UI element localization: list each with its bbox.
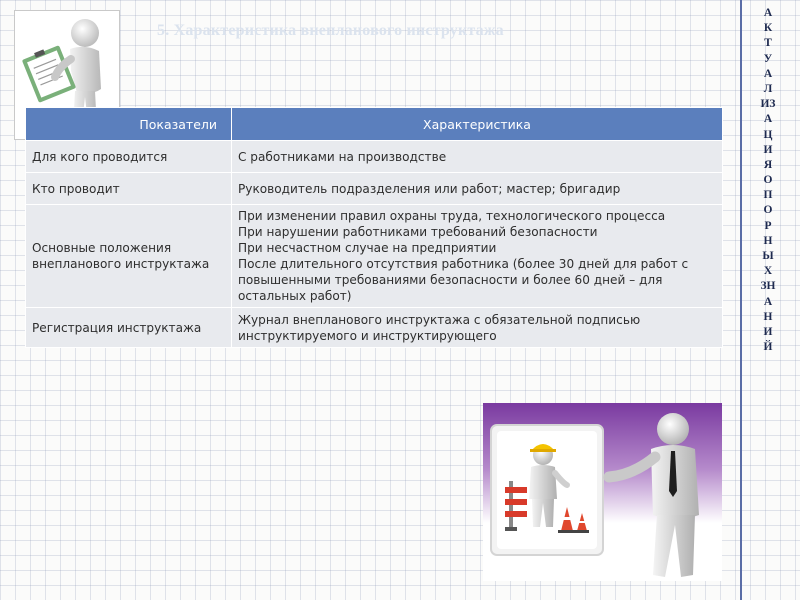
row-value [232,205,723,308]
presenter-board-icon [483,403,722,581]
side-letter: Х [763,265,773,278]
row-label: Основные положения внепланового инструктажа [26,205,232,308]
side-letter: ИЗ [760,98,776,111]
vertical-side-label [746,6,790,355]
row-label: Регистрация инструктажа [26,308,232,348]
side-letter: Ц [763,128,773,141]
row-value-line: При несчастном случае на предприятии [238,241,497,255]
row-label: Для кого проводится [26,141,232,173]
side-letter: И [763,143,773,156]
side-letter: А [763,295,773,308]
table-row [26,141,723,173]
side-letter: Л [763,82,773,95]
side-letter: П [763,189,773,202]
row-value-line: После длительного отсутствия работника (более 30 дней для работ с повышенными требованиями безопасности и более 60 дней – для остальных работ) [238,257,689,303]
table-row [26,173,723,205]
row-value: С работниками на производстве [232,141,723,173]
row-label: Кто проводит [26,173,232,205]
characteristics-table [25,107,723,348]
side-letter: У [763,52,773,65]
table-row [26,205,723,308]
side-letter: А [763,67,773,80]
side-letter: А [763,7,773,19]
side-accent-line [740,0,742,600]
row-value: Руководитель подразделения или работ; мастер; бригадир [232,173,723,205]
slide-title: 5. Характеристика внепланового инструктажа [157,22,504,39]
side-letter: Й [763,341,773,354]
row-value: Журнал внепланового инструктажа с обязательной подписью инструктируемого и инструктирующего [232,308,723,348]
side-letter: Н [763,310,773,323]
side-letter: Т [764,37,772,50]
table-row [26,308,723,348]
side-letter: Ы [762,250,774,262]
table-header-row [26,108,723,141]
side-letter: Н [763,234,773,247]
side-letter: К [763,22,773,35]
side-letter: А [763,113,773,126]
row-value-line: При изменении правил охраны труда, технологического процесса [238,209,666,223]
side-letter: О [763,174,773,187]
side-letter: О [763,204,773,217]
header-characteristic: Характеристика [232,108,723,141]
side-letter: Я [763,158,773,171]
presenter-illustration [483,403,722,581]
row-value-line: При нарушении работниками требований безопасности [238,225,598,239]
side-letter: ЗН [760,280,776,293]
side-letter: И [763,325,773,338]
header-indicators: Показатели [26,108,232,141]
side-letter: Р [764,219,772,232]
